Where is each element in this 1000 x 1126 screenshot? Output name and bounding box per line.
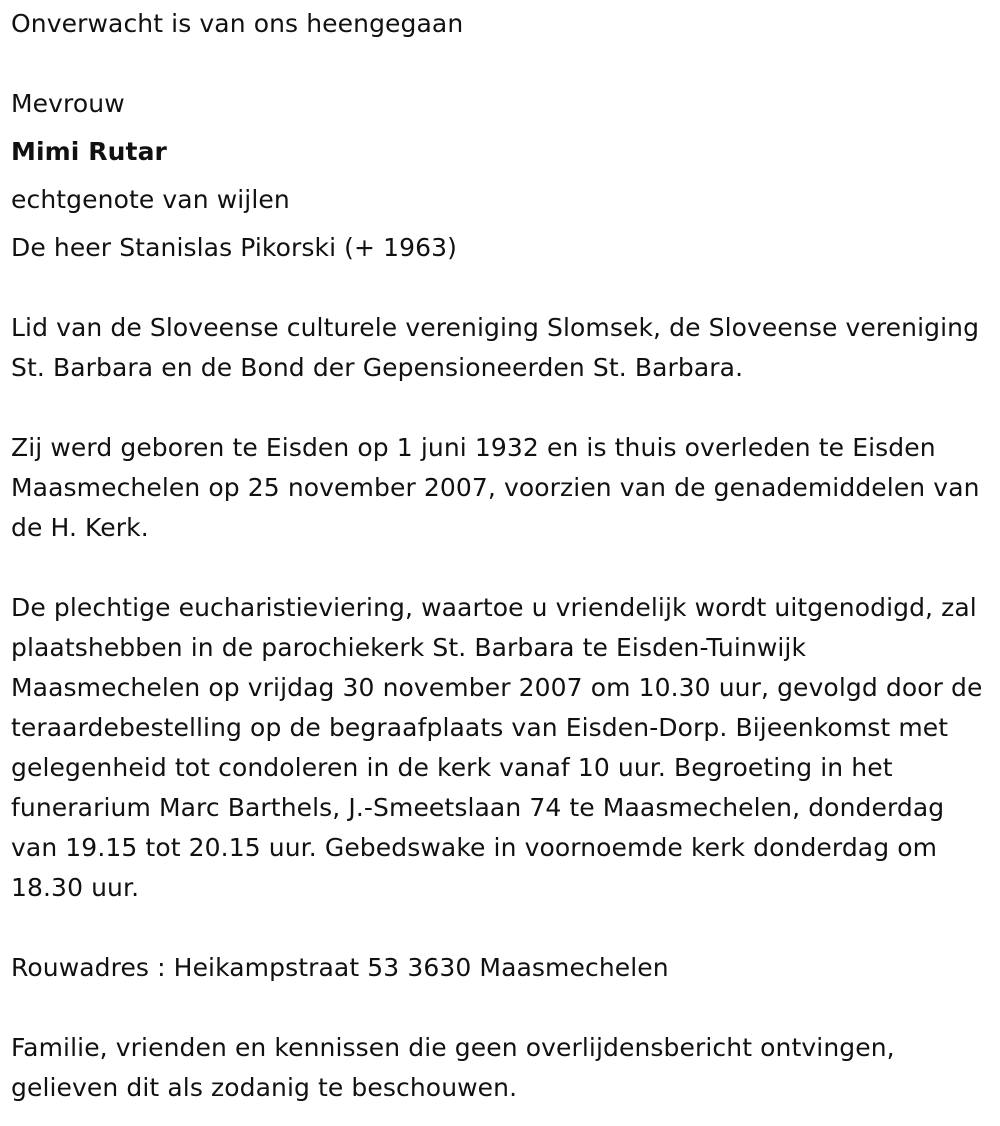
membership-paragraph: Lid van de Sloveense culturele vereniging Slomsek, de Sloveense vereniging St. Barbara en de Bond der Gepensioneerden St. Barbara. — [11, 313, 980, 382]
mourning-address: Rouwadres : Heikampstraat 53 3630 Maasmechelen — [11, 953, 669, 982]
salutation: Mevrouw — [11, 89, 125, 118]
closing-paragraph: Familie, vrienden en kennissen die geen overlijdensbericht ontvingen, gelieven dit als zodanig te beschouwen. — [11, 1033, 895, 1102]
obituary-document — [11, 4, 996, 1108]
spouse-line: De heer Stanislas Pikorski (+ 1963) — [11, 233, 458, 262]
relation-line: echtgenote van wijlen — [11, 185, 290, 214]
spacer — [11, 268, 996, 308]
spacer — [11, 388, 996, 428]
deceased-name: Mimi Rutar — [11, 137, 167, 166]
ceremony-paragraph: De plechtige eucharistieviering, waartoe u vriendelijk wordt uitgenodigd, zal plaatshebben in de parochiekerk St. Barbara te Eisden-Tuinwijk Maasmechelen op vrijdag 30 november 2007 om 10.30 uur, gevolgd door de teraardebestelling op de begraafplaats van Eisden-Dorp. Bijeenkomst met gelegenheid tot condoleren in de kerk vanaf 10 uur. Begroeting in het funerarium Marc Barthels, J.-Smeetslaan 74 te Maasmechelen, donderdag van 19.15 tot 20.15 uur. Gebedswake in voornoemde kerk donderdag om 18.30 uur. — [11, 593, 983, 902]
spacer — [11, 124, 996, 132]
intro-line: Onverwacht is van ons heengegaan — [11, 9, 464, 38]
spacer — [11, 908, 996, 948]
spacer — [11, 172, 996, 180]
spacer — [11, 548, 996, 588]
spacer — [11, 988, 996, 1028]
life-paragraph: Zij werd geboren te Eisden op 1 juni 1932 en is thuis overleden te Eisden Maasmechelen op 25 november 2007, voorzien van de genademiddelen van de H. Kerk. — [11, 433, 980, 542]
spacer — [11, 44, 996, 84]
spacer — [11, 220, 996, 228]
